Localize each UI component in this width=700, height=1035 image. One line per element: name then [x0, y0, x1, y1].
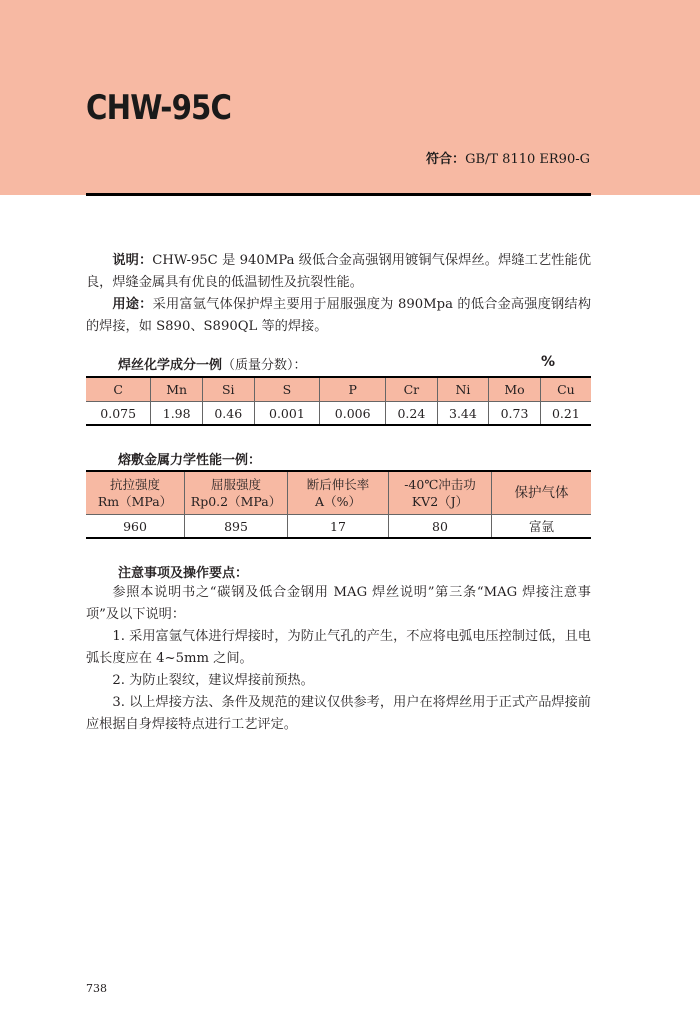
chemistry-title-paren: （质量分数）：	[222, 358, 307, 373]
usage-paragraph	[86, 294, 591, 338]
chemistry-unit: %	[541, 354, 556, 370]
mech-header-line2: Rm（MPa）	[97, 494, 173, 509]
chem-header-cell: Mo	[489, 377, 541, 402]
chem-header-cell: S	[254, 377, 320, 402]
standard-label: 符合：	[426, 152, 466, 167]
mech-value-cell: 80	[389, 515, 492, 539]
mech-value-cell: 17	[288, 515, 389, 539]
mech-header-line1: 抗拉强度	[109, 477, 160, 492]
description-text: CHW-95C 是 940MPa 级低合金高强钢用镀铜气保焊丝。焊缝工艺性能优良，焊缝金属具有优良的低温韧性及抗裂性能。	[86, 253, 592, 290]
chem-header-cell: P	[320, 377, 386, 402]
standard-line	[426, 148, 590, 167]
mechanical-table	[86, 470, 591, 539]
chem-header-cell: Ni	[437, 377, 489, 402]
chem-value-cell: 0.24	[386, 402, 438, 426]
mech-value-cell: 富氩	[492, 515, 592, 539]
chem-header-cell: Cr	[386, 377, 438, 402]
description-label: 说明：	[112, 253, 153, 268]
page-number: 738	[86, 982, 107, 995]
mechanical-header-row	[86, 471, 591, 515]
chem-value-cell: 1.98	[151, 402, 203, 426]
chem-value-cell: 3.44	[437, 402, 489, 426]
mech-header-line2: A（%）	[315, 494, 361, 509]
description-paragraph	[86, 250, 591, 294]
product-title: CHW-95C	[86, 88, 232, 128]
mech-header-line1: -40℃冲击功	[404, 477, 476, 492]
chemistry-table	[86, 376, 591, 426]
mech-header-line2: Rp0.2（MPa）	[190, 494, 282, 509]
mech-header-line2: KV2（J）	[411, 494, 469, 509]
mech-header-cell	[185, 471, 288, 515]
usage-label: 用途：	[112, 297, 153, 312]
mech-value-cell: 960	[86, 515, 185, 539]
notes-title: 注意事项及操作要点：	[118, 566, 249, 581]
chemistry-header-row	[86, 377, 591, 402]
chem-value-cell: 0.73	[489, 402, 541, 426]
notes-intro: 参照本说明书之“碳钢及低合金钢用 MAG 焊丝说明”第三条“MAG 焊接注意事项”及以下说明：	[86, 585, 591, 622]
notes-item: 1. 采用富氩气体进行焊接时，为防止气孔的产生，不应将电弧电压控制过低，且电弧长度应在 4~5mm 之间。	[86, 629, 591, 666]
chemistry-title	[118, 354, 307, 373]
mech-header-cell	[492, 471, 592, 515]
header-rule	[86, 193, 591, 196]
chem-value-cell: 0.001	[254, 402, 320, 426]
mechanical-value-row	[86, 515, 591, 539]
chem-header-cell: Si	[202, 377, 254, 402]
mech-header-cell	[86, 471, 185, 515]
mech-header-line1: 保护气体	[514, 484, 569, 501]
chem-header-cell: Cu	[540, 377, 591, 402]
chem-value-cell: 0.46	[202, 402, 254, 426]
chem-value-cell: 0.075	[86, 402, 151, 426]
usage-text: 采用富氩气体保护焊主要用于屈服强度为 890Mpa 的低合金高强度钢结构的焊接，如 S890、S890QL 等的焊接。	[86, 297, 592, 334]
chemistry-title-text: 焊丝化学成分一例	[118, 358, 223, 373]
chem-header-cell: C	[86, 377, 151, 402]
chem-header-cell: Mn	[151, 377, 203, 402]
chem-value-cell: 0.21	[540, 402, 591, 426]
mech-value-cell: 895	[185, 515, 288, 539]
mech-header-line1: 屈服强度	[210, 477, 261, 492]
notes-item: 2. 为防止裂纹，建议焊接前预热。	[112, 673, 314, 688]
mech-header-cell	[389, 471, 492, 515]
chem-value-cell: 0.006	[320, 402, 386, 426]
mechanical-title: 熔敷金属力学性能一例：	[118, 453, 262, 468]
standard-value: GB/T 8110 ER90-G	[465, 152, 590, 167]
notes-item: 3. 以上焊接方法、条件及规范的建议仅供参考，用户在将焊丝用于正式产品焊接前应根据自身焊接特点进行工艺评定。	[86, 695, 591, 732]
mech-header-line1: 断后伸长率	[306, 477, 370, 492]
mech-header-cell	[288, 471, 389, 515]
header-band	[0, 0, 700, 195]
chemistry-value-row	[86, 402, 591, 426]
